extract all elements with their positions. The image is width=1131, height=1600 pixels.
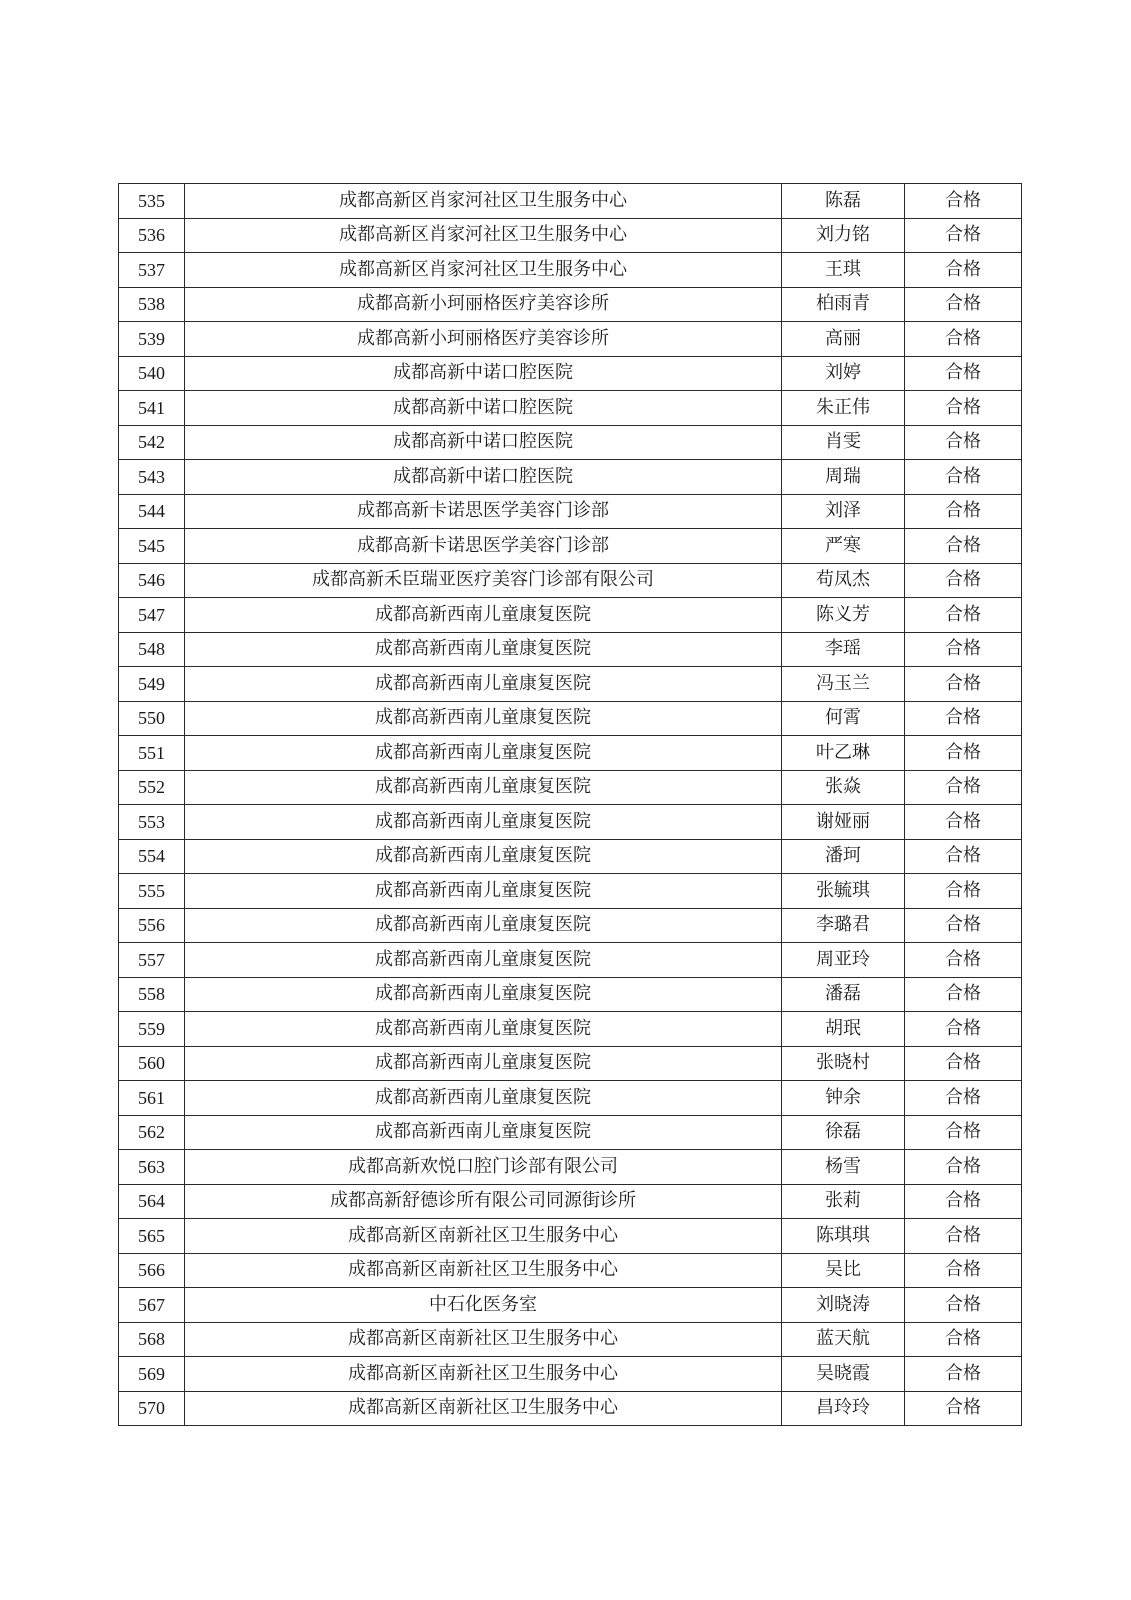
row-number-cell: 543: [119, 460, 185, 495]
result-cell: 合格: [905, 839, 1022, 874]
row-number-cell: 563: [119, 1150, 185, 1185]
person-name-cell: 张焱: [782, 770, 905, 805]
row-number-cell: 561: [119, 1081, 185, 1116]
results-table-body: [119, 184, 1022, 1426]
table-row: [119, 1288, 1022, 1323]
organization-cell: 成都高新区肖家河社区卫生服务中心: [185, 253, 782, 288]
row-number-cell: 564: [119, 1184, 185, 1219]
table-row: [119, 1391, 1022, 1426]
table-row: [119, 563, 1022, 598]
organization-cell: 成都高新欢悦口腔门诊部有限公司: [185, 1150, 782, 1185]
result-cell: 合格: [905, 1391, 1022, 1426]
result-cell: 合格: [905, 908, 1022, 943]
row-number-cell: 535: [119, 184, 185, 219]
person-name-cell: 柏雨青: [782, 287, 905, 322]
table-row: [119, 977, 1022, 1012]
person-name-cell: 潘珂: [782, 839, 905, 874]
organization-cell: 成都高新区肖家河社区卫生服务中心: [185, 184, 782, 219]
result-cell: 合格: [905, 563, 1022, 598]
result-cell: 合格: [905, 1115, 1022, 1150]
row-number-cell: 541: [119, 391, 185, 426]
row-number-cell: 553: [119, 805, 185, 840]
person-name-cell: 刘婷: [782, 356, 905, 391]
person-name-cell: 徐磊: [782, 1115, 905, 1150]
result-cell: 合格: [905, 1184, 1022, 1219]
row-number-cell: 556: [119, 908, 185, 943]
organization-cell: 成都高新区南新社区卫生服务中心: [185, 1253, 782, 1288]
result-cell: 合格: [905, 494, 1022, 529]
row-number-cell: 544: [119, 494, 185, 529]
person-name-cell: 王琪: [782, 253, 905, 288]
row-number-cell: 554: [119, 839, 185, 874]
row-number-cell: 540: [119, 356, 185, 391]
table-row: [119, 667, 1022, 702]
table-row: [119, 1046, 1022, 1081]
table-row: [119, 356, 1022, 391]
table-row: [119, 1253, 1022, 1288]
row-number-cell: 542: [119, 425, 185, 460]
result-cell: 合格: [905, 425, 1022, 460]
result-cell: 合格: [905, 322, 1022, 357]
result-cell: 合格: [905, 1046, 1022, 1081]
person-name-cell: 陈磊: [782, 184, 905, 219]
person-name-cell: 李璐君: [782, 908, 905, 943]
person-name-cell: 蓝天航: [782, 1322, 905, 1357]
person-name-cell: 严寒: [782, 529, 905, 564]
organization-cell: 成都高新中诺口腔医院: [185, 460, 782, 495]
organization-cell: 成都高新西南儿童康复医院: [185, 1115, 782, 1150]
row-number-cell: 555: [119, 874, 185, 909]
row-number-cell: 538: [119, 287, 185, 322]
row-number-cell: 559: [119, 1012, 185, 1047]
table-row: [119, 460, 1022, 495]
table-row: [119, 908, 1022, 943]
table-row: [119, 1219, 1022, 1254]
organization-cell: 成都高新西南儿童康复医院: [185, 839, 782, 874]
row-number-cell: 558: [119, 977, 185, 1012]
person-name-cell: 何霄: [782, 701, 905, 736]
table-row: [119, 322, 1022, 357]
row-number-cell: 552: [119, 770, 185, 805]
result-cell: 合格: [905, 943, 1022, 978]
row-number-cell: 537: [119, 253, 185, 288]
table-row: [119, 1184, 1022, 1219]
person-name-cell: 胡珉: [782, 1012, 905, 1047]
result-cell: 合格: [905, 1357, 1022, 1392]
result-cell: 合格: [905, 1150, 1022, 1185]
table-row: [119, 632, 1022, 667]
person-name-cell: 刘晓涛: [782, 1288, 905, 1323]
result-cell: 合格: [905, 632, 1022, 667]
result-cell: 合格: [905, 460, 1022, 495]
table-row: [119, 1115, 1022, 1150]
organization-cell: 成都高新中诺口腔医院: [185, 356, 782, 391]
organization-cell: 成都高新西南儿童康复医院: [185, 1046, 782, 1081]
person-name-cell: 叶乙琳: [782, 736, 905, 771]
table-row: [119, 1357, 1022, 1392]
person-name-cell: 周瑞: [782, 460, 905, 495]
organization-cell: 成都高新西南儿童康复医院: [185, 701, 782, 736]
organization-cell: 成都高新西南儿童康复医院: [185, 1081, 782, 1116]
result-cell: 合格: [905, 391, 1022, 426]
result-cell: 合格: [905, 874, 1022, 909]
row-number-cell: 549: [119, 667, 185, 702]
person-name-cell: 杨雪: [782, 1150, 905, 1185]
row-number-cell: 551: [119, 736, 185, 771]
table-row: [119, 943, 1022, 978]
table-row: [119, 701, 1022, 736]
result-cell: 合格: [905, 218, 1022, 253]
result-cell: 合格: [905, 1012, 1022, 1047]
row-number-cell: 550: [119, 701, 185, 736]
row-number-cell: 539: [119, 322, 185, 357]
organization-cell: 成都高新西南儿童康复医院: [185, 632, 782, 667]
result-cell: 合格: [905, 287, 1022, 322]
person-name-cell: 吴晓霞: [782, 1357, 905, 1392]
result-cell: 合格: [905, 805, 1022, 840]
person-name-cell: 刘力铭: [782, 218, 905, 253]
row-number-cell: 560: [119, 1046, 185, 1081]
result-cell: 合格: [905, 529, 1022, 564]
row-number-cell: 562: [119, 1115, 185, 1150]
table-row: [119, 1150, 1022, 1185]
row-number-cell: 546: [119, 563, 185, 598]
table-row: [119, 839, 1022, 874]
row-number-cell: 566: [119, 1253, 185, 1288]
table-row: [119, 1012, 1022, 1047]
result-cell: 合格: [905, 184, 1022, 219]
person-name-cell: 吴比: [782, 1253, 905, 1288]
organization-cell: 成都高新西南儿童康复医院: [185, 874, 782, 909]
person-name-cell: 钟余: [782, 1081, 905, 1116]
person-name-cell: 张毓琪: [782, 874, 905, 909]
result-cell: 合格: [905, 1288, 1022, 1323]
result-cell: 合格: [905, 1219, 1022, 1254]
result-cell: 合格: [905, 770, 1022, 805]
table-row: [119, 184, 1022, 219]
row-number-cell: 568: [119, 1322, 185, 1357]
table-row: [119, 598, 1022, 633]
result-cell: 合格: [905, 1081, 1022, 1116]
table-row: [119, 770, 1022, 805]
organization-cell: 成都高新卡诺思医学美容门诊部: [185, 494, 782, 529]
organization-cell: 成都高新西南儿童康复医院: [185, 805, 782, 840]
result-cell: 合格: [905, 253, 1022, 288]
result-cell: 合格: [905, 1253, 1022, 1288]
row-number-cell: 548: [119, 632, 185, 667]
person-name-cell: 李瑶: [782, 632, 905, 667]
organization-cell: 成都高新区南新社区卫生服务中心: [185, 1357, 782, 1392]
person-name-cell: 冯玉兰: [782, 667, 905, 702]
person-name-cell: 张晓村: [782, 1046, 905, 1081]
person-name-cell: 潘磊: [782, 977, 905, 1012]
person-name-cell: 昌玲玲: [782, 1391, 905, 1426]
result-cell: 合格: [905, 701, 1022, 736]
results-table: [118, 183, 1022, 1426]
table-row: [119, 287, 1022, 322]
row-number-cell: 570: [119, 1391, 185, 1426]
organization-cell: 成都高新西南儿童康复医院: [185, 1012, 782, 1047]
table-row: [119, 253, 1022, 288]
organization-cell: 成都高新中诺口腔医院: [185, 391, 782, 426]
row-number-cell: 557: [119, 943, 185, 978]
organization-cell: 中石化医务室: [185, 1288, 782, 1323]
person-name-cell: 苟凤杰: [782, 563, 905, 598]
organization-cell: 成都高新西南儿童康复医院: [185, 667, 782, 702]
organization-cell: 成都高新区南新社区卫生服务中心: [185, 1322, 782, 1357]
table-row: [119, 1322, 1022, 1357]
result-cell: 合格: [905, 736, 1022, 771]
person-name-cell: 谢娅丽: [782, 805, 905, 840]
row-number-cell: 569: [119, 1357, 185, 1392]
result-cell: 合格: [905, 977, 1022, 1012]
table-row: [119, 391, 1022, 426]
row-number-cell: 536: [119, 218, 185, 253]
table-row: [119, 494, 1022, 529]
result-cell: 合格: [905, 1322, 1022, 1357]
organization-cell: 成都高新区南新社区卫生服务中心: [185, 1391, 782, 1426]
person-name-cell: 肖雯: [782, 425, 905, 460]
table-row: [119, 736, 1022, 771]
organization-cell: 成都高新区南新社区卫生服务中心: [185, 1219, 782, 1254]
organization-cell: 成都高新西南儿童康复医院: [185, 770, 782, 805]
person-name-cell: 高丽: [782, 322, 905, 357]
table-row: [119, 1081, 1022, 1116]
person-name-cell: 朱正伟: [782, 391, 905, 426]
organization-cell: 成都高新西南儿童康复医院: [185, 736, 782, 771]
row-number-cell: 565: [119, 1219, 185, 1254]
table-row: [119, 874, 1022, 909]
person-name-cell: 陈义芳: [782, 598, 905, 633]
result-cell: 合格: [905, 356, 1022, 391]
organization-cell: 成都高新西南儿童康复医院: [185, 908, 782, 943]
organization-cell: 成都高新区肖家河社区卫生服务中心: [185, 218, 782, 253]
table-row: [119, 529, 1022, 564]
organization-cell: 成都高新禾臣瑞亚医疗美容门诊部有限公司: [185, 563, 782, 598]
organization-cell: 成都高新西南儿童康复医院: [185, 977, 782, 1012]
organization-cell: 成都高新中诺口腔医院: [185, 425, 782, 460]
organization-cell: 成都高新舒德诊所有限公司同源街诊所: [185, 1184, 782, 1219]
person-name-cell: 张莉: [782, 1184, 905, 1219]
table-row: [119, 218, 1022, 253]
organization-cell: 成都高新小珂丽格医疗美容诊所: [185, 322, 782, 357]
organization-cell: 成都高新西南儿童康复医院: [185, 598, 782, 633]
table-row: [119, 805, 1022, 840]
organization-cell: 成都高新西南儿童康复医院: [185, 943, 782, 978]
person-name-cell: 周亚玲: [782, 943, 905, 978]
result-cell: 合格: [905, 667, 1022, 702]
row-number-cell: 567: [119, 1288, 185, 1323]
result-cell: 合格: [905, 598, 1022, 633]
organization-cell: 成都高新小珂丽格医疗美容诊所: [185, 287, 782, 322]
person-name-cell: 陈琪琪: [782, 1219, 905, 1254]
row-number-cell: 547: [119, 598, 185, 633]
person-name-cell: 刘泽: [782, 494, 905, 529]
row-number-cell: 545: [119, 529, 185, 564]
organization-cell: 成都高新卡诺思医学美容门诊部: [185, 529, 782, 564]
table-row: [119, 425, 1022, 460]
